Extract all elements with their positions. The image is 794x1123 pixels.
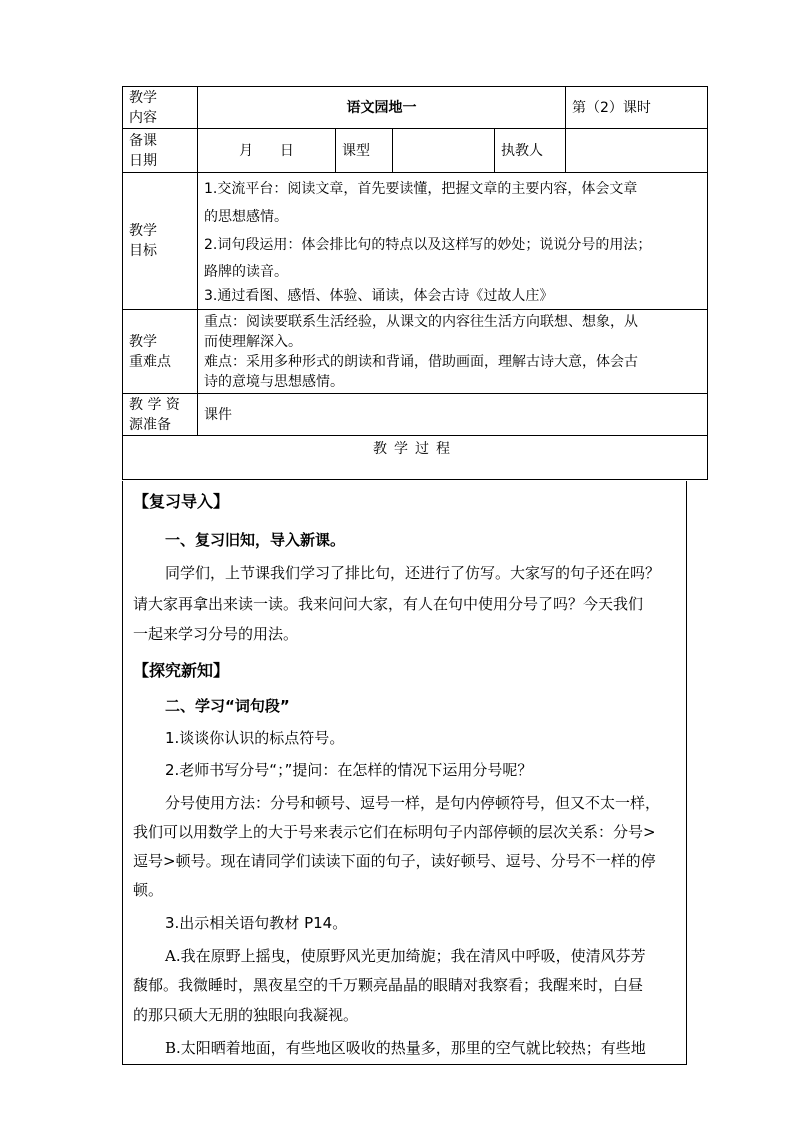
paragraph-line: 一起来学习分号的用法。 <box>133 625 299 643</box>
label-line: 日期 <box>129 152 157 169</box>
paragraph-line: 分号使用方法：分号和顿号、逗号一样，是句内停顿符号，但又不太一样， <box>165 794 661 812</box>
goal-line: 的思想感情。 <box>204 209 288 225</box>
key-point-line: 难点：采用多种形式的朗读和背诵，借助画面，理解古诗大意，体会古 <box>204 353 638 370</box>
paragraph-line: 我们可以用数学上的大于号来表示它们在标明句子内部停顿的层次关系：分号> <box>133 823 656 841</box>
lesson-type-value <box>393 129 495 173</box>
key-points-text <box>198 310 708 394</box>
row-teaching-goals <box>123 173 708 310</box>
label-line: 源准备 <box>129 416 171 433</box>
example-line: B.太阳晒着地面，有些地区吸收的热量多，那里的空气就比较热；有些地 <box>165 1039 646 1057</box>
paragraph-line: 顿。 <box>133 881 164 899</box>
paragraph-line: 逗号>顿号。现在请同学们读读下面的句子，读好顿号、逗号、分号不一样的停 <box>133 852 656 870</box>
label-lesson-type: 课型 <box>336 129 393 173</box>
goal-line: 3.通过看图、感悟、体验、诵读，体会古诗《过故人庄》 <box>204 288 554 304</box>
teaching-goals-text <box>198 173 708 310</box>
row-resources <box>123 394 708 436</box>
example-line: 馥郁。我微睡时，黑夜星空的千万颗亮晶晶的眼睛对我察看；我醒来时，白昼 <box>133 976 644 994</box>
row-process-header <box>123 436 708 480</box>
row-prep-date <box>123 129 708 173</box>
key-point-line: 而使理解深入。 <box>204 333 302 350</box>
resources-value: 课件 <box>198 394 708 436</box>
label-teaching-content <box>123 87 198 129</box>
label-prep-date <box>123 129 198 173</box>
label-line: 教学 <box>129 223 157 239</box>
paragraph-line: 同学们，上节课我们学习了排比句，还进行了仿写。大家写的句子还在吗？ <box>165 564 661 582</box>
example-line: 的那只硕大无朋的独眼向我凝视。 <box>133 1006 359 1024</box>
lesson-period: 第（2）课时 <box>566 87 708 129</box>
step-heading-2: 二、学习“词句段” <box>165 697 290 715</box>
key-point-line: 诗的意境与思想感情。 <box>204 373 344 390</box>
row-key-points <box>123 310 708 394</box>
label-resources <box>123 394 198 436</box>
goal-line: 路牌的读音。 <box>204 264 288 280</box>
label-line: 教学 <box>129 333 157 350</box>
step-heading-1: 一、复习旧知，导入新课。 <box>165 531 346 549</box>
section-heading-explore: 【探究新知】 <box>133 661 230 680</box>
label-line: 重难点 <box>129 353 171 370</box>
paragraph-line: 3.出示相关语句教材 P14。 <box>165 914 348 932</box>
lesson-title: 语文园地一 <box>198 87 566 129</box>
teacher-value <box>566 129 708 173</box>
teaching-process-heading: 教学过程 <box>123 436 708 480</box>
example-line: A.我在原野上摇曳，使原野风光更加绮旎；我在清风中呼吸，使清风芬芳 <box>165 947 646 965</box>
label-line: 教学 <box>129 89 157 106</box>
label-key-points <box>123 310 198 394</box>
label-line: 教 学 资 <box>129 396 180 413</box>
label-line: 内容 <box>129 109 157 126</box>
label-teaching-goals <box>123 173 198 310</box>
paragraph-line: 请大家再拿出来读一读。我来问问大家，有人在句中使用分号了吗？今天我们 <box>133 595 644 613</box>
prep-date-value: 月 日 <box>198 129 336 173</box>
label-line: 目标 <box>129 243 157 259</box>
lesson-plan-table <box>122 86 708 480</box>
label-line: 备课 <box>129 132 157 149</box>
label-teacher: 执教人 <box>495 129 566 173</box>
paragraph-line: 1.谈谈你认识的标点符号。 <box>165 729 345 747</box>
goal-line: 2.词句段运用：体会排比句的特点以及这样写的妙处；说说分号的用法； <box>204 237 652 253</box>
goal-line: 1.交流平台：阅读文章，首先要读懂，把握文章的主要内容，体会文章 <box>204 181 638 197</box>
teaching-process-body <box>122 481 687 1065</box>
row-teaching-content <box>123 87 708 129</box>
key-point-line: 重点：阅读要联系生活经验，从课文的内容往生活方向联想、想象，从 <box>204 313 638 330</box>
section-heading-review: 【复习导入】 <box>133 492 230 511</box>
paragraph-line: 2.老师书写分号“；”提问：在怎样的情况下运用分号呢？ <box>165 761 533 779</box>
